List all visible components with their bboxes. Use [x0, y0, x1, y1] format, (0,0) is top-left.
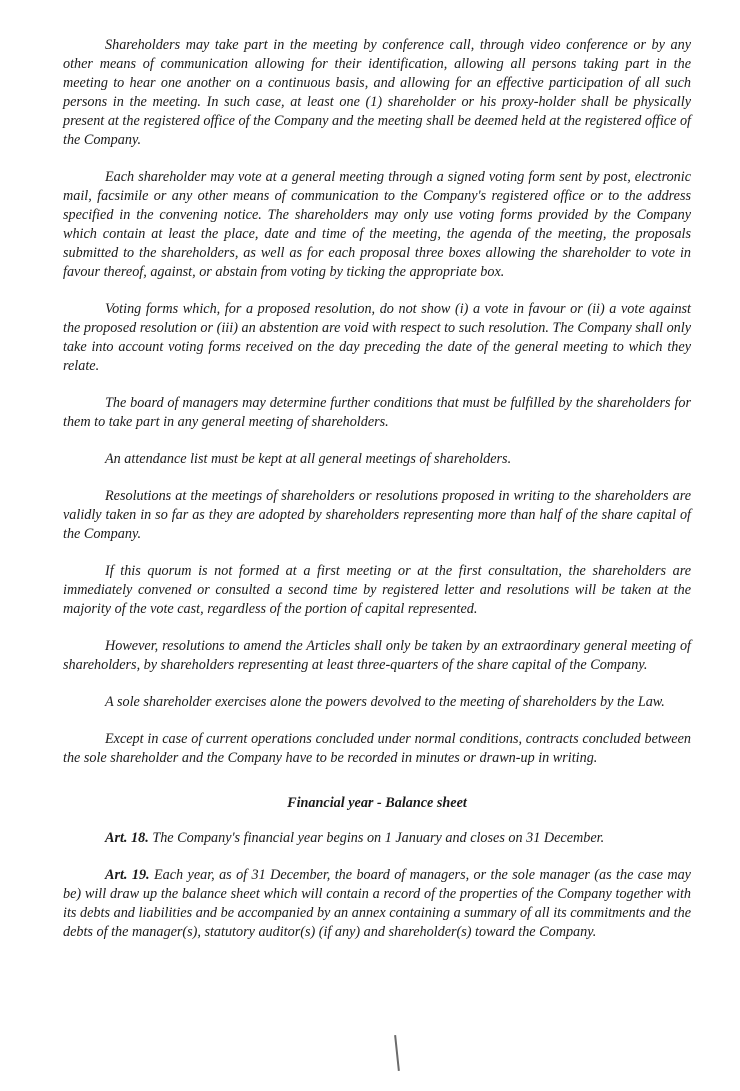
paragraph-contracts: Except in case of current operations concluded under normal conditions, contracts concluded between the sole shareholder and the Company have to be recorded in minutes or drawn-up in writing.	[63, 731, 691, 766]
paragraph-resolutions: Resolutions at the meetings of shareholders or resolutions proposed in writing to the shareholders are validly taken in so far as they are adopted by shareholders representing more than half of the share capital of the Company.	[63, 488, 691, 542]
article-18	[63, 829, 691, 848]
paragraph-quorum: If this quorum is not formed at a first meeting or at the first consultation, the shareholders are immediately convened or consulted a second time by registered letter and resolutions will be taken at the majority of the vote cast, regardless of the portion of capital represented.	[63, 563, 691, 617]
paragraph-voting-form: Each shareholder may vote at a general meeting through a signed voting form sent by post, electronic mail, facsimile or any other means of communication to the Company's registered office or to the address specified in the convening notice. The shareholders may only use voting forms provided by the Company which contain at least the place, date and time of the meeting, the agenda of the meeting, the proposals submitted to the shareholders, as well as for each proposal three boxes allowing the shareholder to vote in favour thereof, against, or abstain from voting by ticking the appropriate box.	[63, 169, 691, 280]
pen-mark	[394, 1035, 400, 1071]
article-18-text: The Company's financial year begins on 1 January and closes on 31 December.	[148, 830, 605, 846]
paragraph-amend-articles: However, resolutions to amend the Articles shall only be taken by an extraordinary general meeting of shareholders, by shareholders representing at least three-quarters of the share capital of the Company.	[63, 638, 691, 673]
article-18-label: Art. 18.	[105, 830, 149, 846]
paragraph-attendance-list: An attendance list must be kept at all general meetings of shareholders.	[105, 451, 512, 467]
article-19-label: Art. 19.	[105, 867, 150, 883]
article-19	[63, 866, 691, 942]
section-heading: Financial year - Balance sheet	[287, 795, 467, 811]
paragraph-sole-shareholder: A sole shareholder exercises alone the powers devolved to the meeting of shareholders by the Law.	[105, 694, 665, 710]
paragraph-void-voting-forms: Voting forms which, for a proposed resolution, do not show (i) a vote in favour or (ii) a vote against the proposed resolution or (iii) an abstention are void with respect to such resolution. The Company shall only take into account voting forms received on the day preceding the date of the general meeting to which they relate.	[63, 301, 691, 374]
paragraph-further-conditions: The board of managers may determine further conditions that must be fulfilled by the shareholders for them to take part in any general meeting of shareholders.	[63, 395, 691, 430]
paragraph-conference-call: Shareholders may take part in the meeting by conference call, through video conference or by any other means of communication allowing for their identification, allowing all persons taking part in the meeting to hear one another on a continuous basis, and allowing for an effective participation of all such persons in the meeting. In such case, at least one (1) shareholder or his proxy-holder shall be physically present at the registered office of the Company and the meeting shall be deemed held at the registered office of the Company.	[63, 37, 691, 148]
document-page	[63, 36, 691, 960]
article-19-text: Each year, as of 31 December, the board of managers, or the sole manager (as the case may be) will draw up the balance sheet which will contain a record of the properties of the Company together with its debts and liabilities and be accompanied by an annex containing a summary of all its commitments and the debts of the manager(s), statutory auditor(s) (if any) and shareholder(s) toward the Company.	[63, 867, 691, 940]
